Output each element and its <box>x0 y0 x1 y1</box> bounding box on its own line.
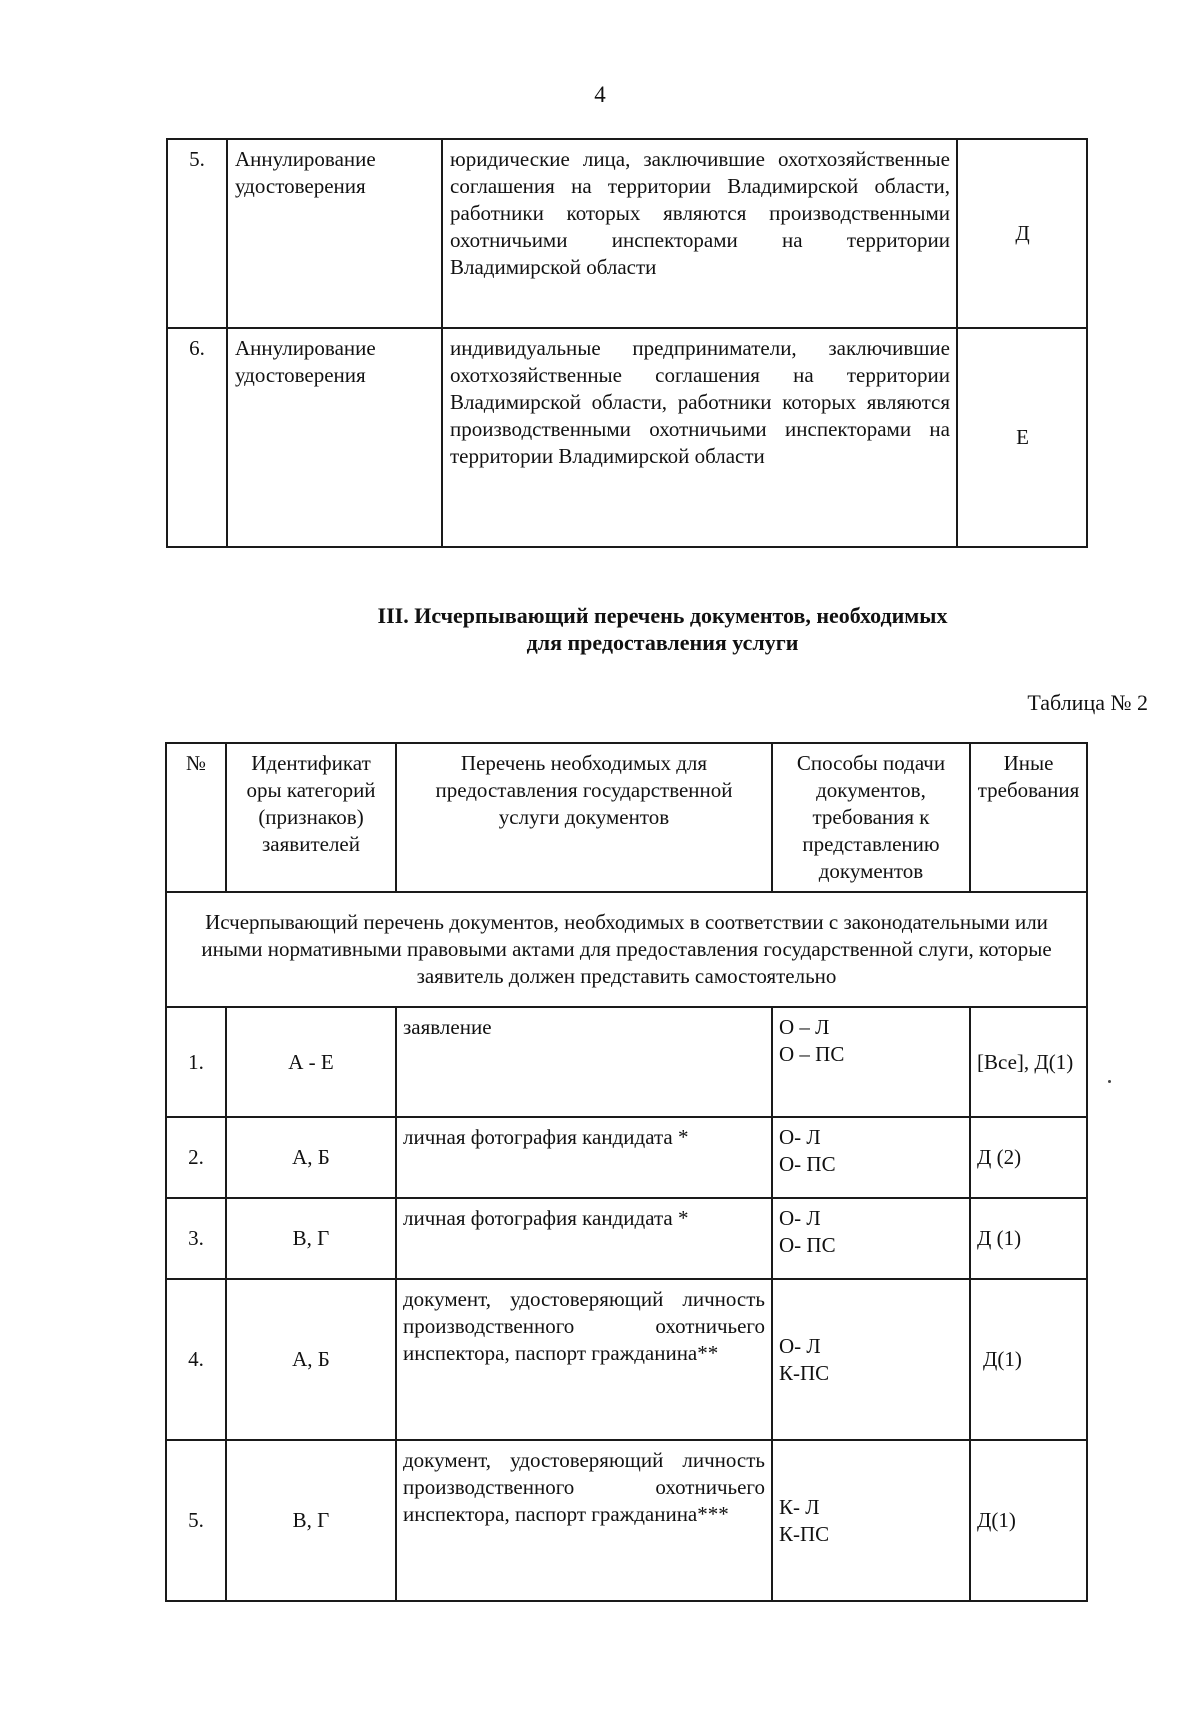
page-number: 4 <box>594 82 606 107</box>
category-code-cell: Д <box>957 139 1087 328</box>
row-number: 1. <box>166 1007 226 1117</box>
table-row <box>166 1279 1087 1440</box>
table-row <box>167 328 1087 547</box>
table-row <box>166 1007 1087 1117</box>
table-row <box>167 139 1087 328</box>
section-title <box>0 602 1200 656</box>
header-methods: Способы подачи документов, требования к представлению документов <box>772 743 970 892</box>
method-line-1: К- Л <box>779 1494 820 1519</box>
method-line-2: О – ПС <box>779 1042 845 1066</box>
row-number: 5. <box>167 139 227 328</box>
identifiers-cell: А, Б <box>226 1117 396 1198</box>
document-cell: личная фотография кандидата * <box>396 1117 772 1198</box>
methods-cell <box>772 1198 970 1279</box>
section-description: Исчерпывающий перечень документов, необходимых в соответствии с законодательными или иными нормативными правовыми актами для предоставления государственной слуги, которые заявитель должен представить самостоятельно <box>166 892 1087 1007</box>
identifiers-cell: А - Е <box>226 1007 396 1117</box>
section-title-line-1: III. Исчерпывающий перечень документов, необходимых <box>377 603 948 628</box>
methods-cell <box>772 1279 970 1440</box>
document-cell: заявление <box>396 1007 772 1117</box>
other-requirements-cell: Д (2) <box>970 1117 1087 1198</box>
row-number: 3. <box>166 1198 226 1279</box>
table-header-row <box>166 743 1087 892</box>
document-cell: документ, удостоверяющий личность производственного охотничьего инспектора, паспорт гражданина** <box>396 1279 772 1440</box>
method-line-1: О- Л <box>779 1125 821 1149</box>
document-cell: документ, удостоверяющий личность производственного охотничьего инспектора, паспорт гражданина*** <box>396 1440 772 1601</box>
methods-cell <box>772 1440 970 1601</box>
row-number: 5. <box>166 1440 226 1601</box>
method-line-1: О- Л <box>779 1206 821 1230</box>
table-caption: Таблица № 2 <box>1027 690 1148 715</box>
row-number: 4. <box>166 1279 226 1440</box>
other-requirements-cell: Д (1) <box>970 1198 1087 1279</box>
section-title-line-2: для предоставления услуги <box>526 630 799 655</box>
category-code-cell: Е <box>957 328 1087 547</box>
method-line-2: О- ПС <box>779 1233 836 1257</box>
applicants-table-continued <box>166 138 1088 548</box>
method-line-2: К-ПС <box>779 1521 830 1546</box>
other-requirements-cell: Д(1) <box>970 1440 1087 1601</box>
other-requirements-cell: [Все], Д(1) <box>970 1007 1087 1117</box>
methods-cell <box>772 1117 970 1198</box>
row-number: 6. <box>167 328 227 547</box>
operation-cell: Аннулирование удостоверения <box>227 139 442 328</box>
header-num: № <box>166 743 226 892</box>
row-number: 2. <box>166 1117 226 1198</box>
identifiers-cell: А, Б <box>226 1279 396 1440</box>
document-cell: личная фотография кандидата * <box>396 1198 772 1279</box>
documents-table <box>165 742 1088 1602</box>
header-identifiers: Идентификат оры категорий (признаков) заявителей <box>226 743 396 892</box>
method-line-1: О- Л <box>779 1333 821 1358</box>
scan-speck <box>1108 1080 1111 1083</box>
table-section-row <box>166 892 1087 1007</box>
methods-cell <box>772 1007 970 1117</box>
table-row <box>166 1117 1087 1198</box>
applicants-cell: индивидуальные предприниматели, заключившие охотхозяйственные соглашения на территории Владимирской области, работники которых являются производственными охотничьими инспекторами на территории Владимирской области <box>442 328 957 547</box>
method-line-2: К-ПС <box>779 1360 830 1385</box>
identifiers-cell: В, Г <box>226 1440 396 1601</box>
other-requirements-cell: Д(1) <box>970 1279 1087 1440</box>
table-row <box>166 1440 1087 1601</box>
operation-cell: Аннулирование удостоверения <box>227 328 442 547</box>
method-line-2: О- ПС <box>779 1152 836 1176</box>
header-other: Иные требования <box>970 743 1087 892</box>
header-documents: Перечень необходимых для предоставления государственной услуги документов <box>396 743 772 892</box>
table-row <box>166 1198 1087 1279</box>
applicants-cell: юридические лица, заключившие охотхозяйственные соглашения на территории Владимирской области, работники которых являются производственными охотничьими инспекторами на территории Владимирской области <box>442 139 957 328</box>
method-line-1: О – Л <box>779 1015 830 1039</box>
identifiers-cell: В, Г <box>226 1198 396 1279</box>
